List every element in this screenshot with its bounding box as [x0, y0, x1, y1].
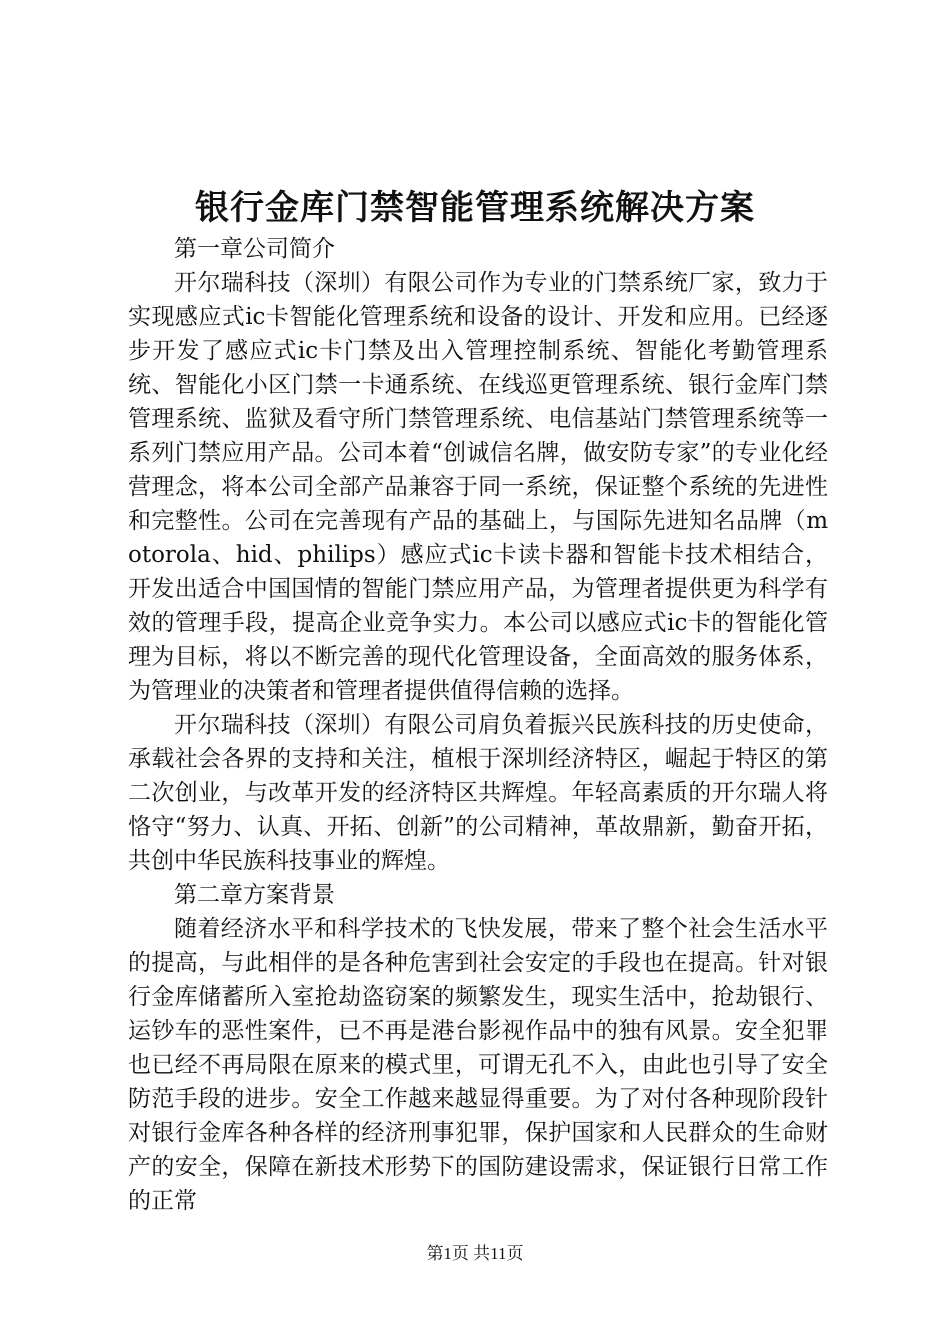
paragraph-company-mission: 开尔瑞科技（深圳）有限公司肩负着振兴民族科技的历史使命，承载社会各界的支持和关注，植根于深圳经济特区，崛起于特区的第二次创业，与改革开发的经济特区共辉煌。年轻高素质的开尔瑞人将恪守“努力、认真、开拓、创新”的公司精神，革故鼎新，勤奋开拓，共创中华民族科技事业的辉煌。: [128, 712, 828, 874]
document-title: 银行金库门禁智能管理系统解决方案: [195, 188, 755, 228]
section-heading-1: 第一章公司简介: [174, 236, 335, 262]
document-body: [128, 232, 828, 1218]
page-footer: 第1页 共11页: [426, 1244, 524, 1263]
paragraph-company-intro: 开尔瑞科技（深圳）有限公司作为专业的门禁系统厂家，致力于实现感应式ic卡智能化管理系统和设备的设计、开发和应用。已经逐步开发了感应式ic卡门禁及出入管理控制系统、智能化考勤管理系统、智能化小区门禁一卡通系统、在线巡更管理系统、银行金库门禁管理系统、监狱及看守所门禁管理系统、电信基站门禁管理系统等一系列门禁应用产品。公司本着“创诚信名牌，做安防专家”的专业化经营理念，将本公司全部产品兼容于同一系统，保证整个系统的先进性和完整性。公司在完善现有产品的基础上，与国际先进知名品牌（motorola、hid、philips）感应式ic卡读卡器和智能卡技术相结合，开发出适合中国国情的智能门禁应用产品，为管理者提供更为科学有效的管理手段，提高企业竞争实力。本公司以感应式ic卡的智能化管理为目标，将以不断完善的现代化管理设备，全面高效的服务体系，为管理业的决策者和管理者提供值得信赖的选择。: [128, 270, 828, 704]
section-heading-2: 第二章方案背景: [174, 882, 335, 908]
paragraph-background: 随着经济水平和科学技术的飞快发展，带来了整个社会生活水平的提高，与此相伴的是各种危害到社会安定的手段也在提高。针对银行金库储蓄所入室抢劫盗窃案的频繁发生，现实生活中，抢劫银行、运钞车的恶性案件，已不再是港台影视作品中的独有风景。安全犯罪也已经不再局限在原来的模式里，可谓无孔不入，由此也引导了安全防范手段的进步。安全工作越来越显得重要。为了对付各种现阶段针对银行金库各种各样的经济刑事犯罪，保护国家和人民群众的生命财产的安全，保障在新技术形势下的国防建设需求，保证银行日常工作的正常: [128, 916, 828, 1214]
